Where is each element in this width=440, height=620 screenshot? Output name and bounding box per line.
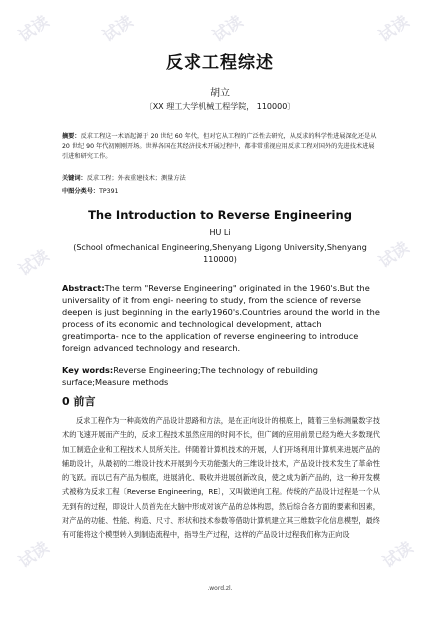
watermark: 试读 xyxy=(15,537,53,572)
english-keywords-label: Key words: xyxy=(62,365,114,375)
english-keywords-text: Reverse Engineering;The technology of rebuilding surface;Measure methods xyxy=(62,365,318,387)
watermark: 试读 xyxy=(15,11,53,46)
chinese-author: 胡立 xyxy=(210,88,230,99)
watermark: 试读 xyxy=(99,11,137,46)
chinese-title: 反求工程综述 xyxy=(166,53,274,73)
page-footer: .word.zl. xyxy=(207,585,233,592)
english-title: The Introduction to Reverse Engineering xyxy=(88,208,352,222)
classification-label: 中图分类号： xyxy=(62,188,100,195)
chinese-affiliation: 〔XX 理工大学机械工程学院， 110000〕 xyxy=(144,102,296,111)
section-heading: 0 前言 xyxy=(62,395,96,408)
english-abstract-label: Abstract: xyxy=(62,283,105,293)
watermark: 试读 xyxy=(379,537,417,572)
watermark: 试读 xyxy=(375,237,413,272)
chinese-keywords-text: 反求工程；外表重建技术；测量方法 xyxy=(86,175,186,182)
chinese-keywords xyxy=(62,173,380,182)
classification-text: TP391 xyxy=(99,188,119,195)
body-paragraph: 反求工程作为一种高效的产品设计思路和方法，是在正向设计的根底上，随着三坐标测量数字技术的飞速开展而产生的，反求工程技术虽然应用的时间不长，但广阔的应用前景已经为绝大多数现代加工制造企业和工程技术人员所关注。伴随着计算机技术的开展，人们开场利用计算机来进展产品的辅助设计，从最初的二维设计技术开展到今天功能强大的三维设计技术，产品设计技术发生了革命性的飞跃。而以已有产品为根底，进展消化、吸收并进展创新改良，使之成为新产品的，这一种开发模式被称为反求工程〔Reverse Engineering，RE〕，又叫做逆向工程。传统的产品设计过程是一个从无到有的过程，即设计人员首先在大脑中形成对该产品的总体构思，然后综合各方面的要素和因素，对产品的功能、性能、构造、尺寸、形状和技术参数等借助计算机建立其三维数字化信息模型，最终有可能将这个模型转入到制造流程中，指导生产过程，这样的产品设计过程我们称为正向设 xyxy=(62,416,380,540)
chinese-abstract xyxy=(62,132,380,162)
classification-number xyxy=(62,186,380,195)
watermark: 试读 xyxy=(209,11,247,46)
english-abstract-text: The term "Reverse Engineering" originated in the 1960's.But the universality of it from engi- neering to study, from the science of reverse deepen is just beginning in the early1960's.Countries around the world in the process of its economic and technological development, attach greatimporta- nce to the application of reverse engineering to introduce foreign advanced technology and research. xyxy=(62,283,380,353)
chinese-abstract-label: 摘要： xyxy=(62,133,81,140)
chinese-keywords-label: 关键词： xyxy=(62,175,87,182)
english-keywords xyxy=(62,364,380,388)
watermark: 试读 xyxy=(375,11,413,46)
chinese-abstract-text: 反求工程这一术语起源于 20 世纪 60 年代，但对它从工程的广泛性去研究，从反求的科学性进展深化还是从 20 世纪 90 年代初刚刚开场。世界各国在其经济技术开展过程中，都非常重视应用反求工程对国外的先进技术进展引进和研究工作。 xyxy=(62,133,377,160)
english-abstract xyxy=(62,282,380,354)
english-author: HU Li xyxy=(209,228,231,237)
watermark: 试读 xyxy=(15,245,53,280)
english-affiliation: (School ofmechanical Engineering,Shenyang Ligong University,Shenyang 110000) xyxy=(73,243,367,264)
